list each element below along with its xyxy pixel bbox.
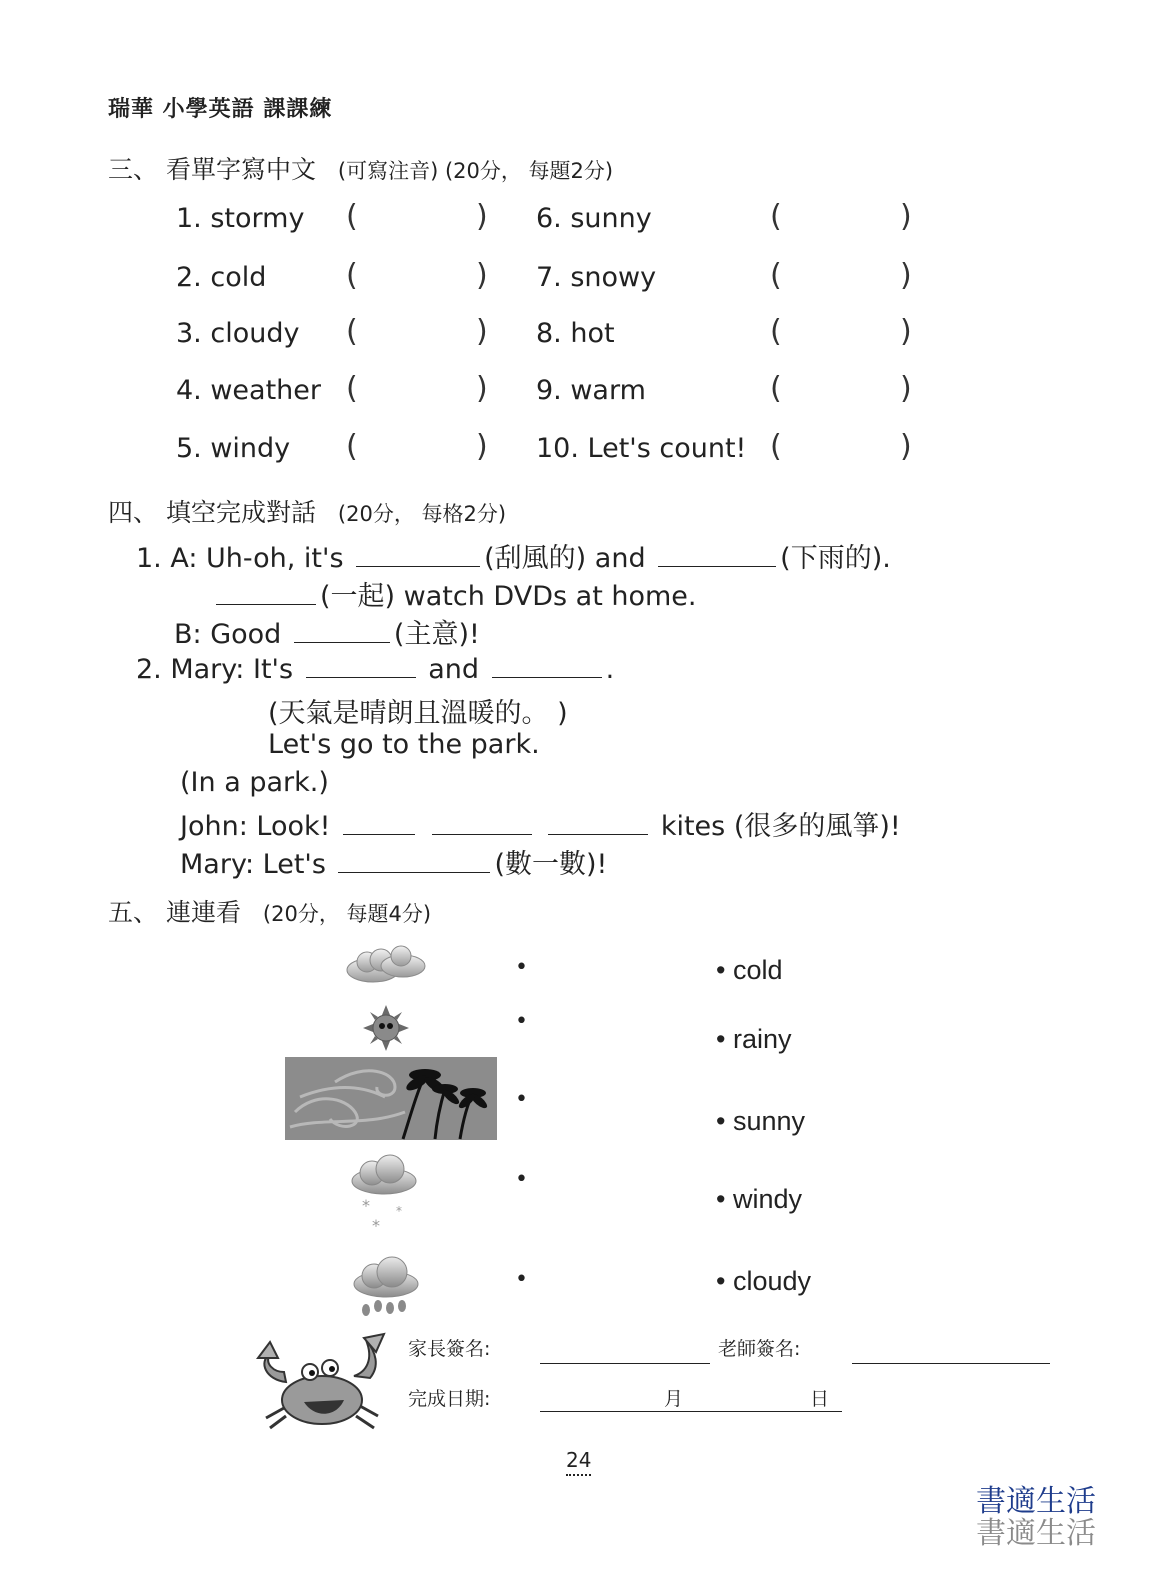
answer-paren-1-open[interactable]: ( [346, 199, 358, 234]
completion-date-line[interactable] [540, 1411, 842, 1412]
q1-line3: B: Good (主意)! [174, 619, 480, 650]
match-word-cold[interactable]: • cold [716, 955, 783, 985]
answer-paren-9-close[interactable]: ) [900, 371, 912, 406]
answer-paren-8-open[interactable]: ( [770, 314, 782, 349]
section4-heading [108, 493, 506, 529]
section5-title: 五、 連連看 [108, 898, 241, 927]
section3-title: 三、 看單字寫中文 [108, 155, 316, 184]
left-bullet-5[interactable]: • [515, 1267, 528, 1292]
answer-paren-8-close[interactable]: ) [900, 314, 912, 349]
answer-paren-5-close[interactable]: ) [476, 429, 488, 464]
q1-blank-4[interactable] [294, 618, 390, 643]
crab-icon [256, 1332, 388, 1432]
vocab-item-7: 7. snowy [536, 262, 657, 293]
vocab-item-9: 9. warm [536, 375, 646, 406]
vocab-item-5: 5. windy [176, 433, 291, 464]
month-label: 月 [664, 1388, 684, 1410]
vocab-item-2: 2. cold [176, 262, 267, 293]
section3-heading [108, 150, 613, 186]
vocab-item-3: 3. cloudy [176, 318, 300, 349]
vocab-item-4: 4. weather [176, 375, 321, 406]
answer-paren-4-close[interactable]: ) [476, 371, 488, 406]
teacher-signature-label: 老師簽名: [718, 1338, 801, 1360]
match-word-cloudy[interactable]: • cloudy [716, 1266, 812, 1296]
answer-paren-7-close[interactable]: ) [900, 258, 912, 293]
answer-paren-7-open[interactable]: ( [770, 258, 782, 293]
q1-line2: (一起) watch DVDs at home. [216, 574, 697, 613]
section5-note: (20分， 每題4分) [262, 902, 432, 926]
q2-blank-2[interactable] [492, 653, 602, 678]
watermark-bottom: 書適生活 [976, 1516, 1096, 1551]
q2-blank-5[interactable] [548, 810, 648, 835]
answer-paren-9-open[interactable]: ( [770, 371, 782, 406]
snow-cloud-icon [348, 1153, 420, 1237]
q2-line1: 2. Mary: It's and . [136, 654, 615, 685]
answer-paren-3-close[interactable]: ) [476, 314, 488, 349]
completion-date-label: 完成日期: [408, 1388, 491, 1410]
page-number: 24 [566, 1448, 591, 1476]
answer-paren-4-open[interactable]: ( [346, 371, 358, 406]
answer-paren-6-open[interactable]: ( [770, 199, 782, 234]
svg-text:*: * [372, 1216, 380, 1235]
section4-title: 四、 填空完成對話 [108, 498, 316, 527]
q1-line1: 1. A: Uh-oh, it's (刮風的) and (下雨的). [136, 543, 891, 574]
book-header: 瑞華 小學英語 課課練 [108, 96, 333, 122]
watermark-top: 書適生活 [976, 1484, 1096, 1519]
left-bullet-2[interactable]: • [515, 1009, 528, 1034]
match-word-sunny[interactable]: • sunny [716, 1106, 806, 1136]
parent-signature-line[interactable] [540, 1363, 710, 1364]
svg-text:*: * [362, 1196, 370, 1215]
match-word-rainy[interactable]: • rainy [716, 1024, 792, 1054]
vocab-item-8: 8. hot [536, 318, 615, 349]
q2-hint: (天氣是晴朗且溫暖的。 ) [268, 698, 568, 729]
day-label: 日 [810, 1388, 830, 1410]
parent-signature-label: 家長簽名: [408, 1338, 491, 1360]
q1-blank-1[interactable] [356, 542, 480, 567]
vocab-item-10: 10. Let's count! [536, 433, 747, 464]
section3-note: (可寫注音) (20分， 每題2分) [337, 159, 614, 183]
q2-john-line: John: Look! kites (很多的風箏)! [180, 811, 901, 842]
answer-paren-6-close[interactable]: ) [900, 199, 912, 234]
q2-blank-4[interactable] [432, 810, 532, 835]
match-word-windy[interactable]: • windy [716, 1184, 802, 1214]
answer-paren-10-open[interactable]: ( [770, 429, 782, 464]
cloud-icon [345, 942, 427, 988]
answer-paren-2-close[interactable]: ) [476, 258, 488, 293]
left-bullet-3[interactable]: • [515, 1087, 528, 1112]
q2-mary2-line: Mary: Let's (數一數)! [180, 849, 608, 880]
section5-heading [108, 893, 431, 929]
teacher-signature-line[interactable] [852, 1363, 1050, 1364]
rain-cloud-icon [350, 1254, 422, 1320]
wind-palm-icon [285, 1057, 497, 1140]
q2-blank-3[interactable] [343, 810, 415, 835]
answer-paren-2-open[interactable]: ( [346, 258, 358, 293]
q1-blank-3[interactable] [216, 580, 316, 605]
left-bullet-4[interactable]: • [515, 1167, 528, 1192]
sun-icon [363, 1005, 409, 1051]
vocab-item-1: 1. stormy [176, 203, 305, 234]
left-bullet-1[interactable]: • [515, 955, 528, 980]
q2-blank-1[interactable] [306, 653, 416, 678]
q1-blank-2[interactable] [658, 542, 776, 567]
answer-paren-3-open[interactable]: ( [346, 314, 358, 349]
q2-blank-6[interactable] [338, 848, 490, 873]
q2-in-park: (In a park.) [180, 767, 329, 798]
section4-note: (20分， 每格2分) [337, 502, 507, 526]
svg-text:*: * [396, 1204, 402, 1218]
vocab-item-6: 6. sunny [536, 203, 652, 234]
q2-line3: Let's go to the park. [268, 729, 540, 760]
answer-paren-1-close[interactable]: ) [476, 199, 488, 234]
answer-paren-10-close[interactable]: ) [900, 429, 912, 464]
answer-paren-5-open[interactable]: ( [346, 429, 358, 464]
